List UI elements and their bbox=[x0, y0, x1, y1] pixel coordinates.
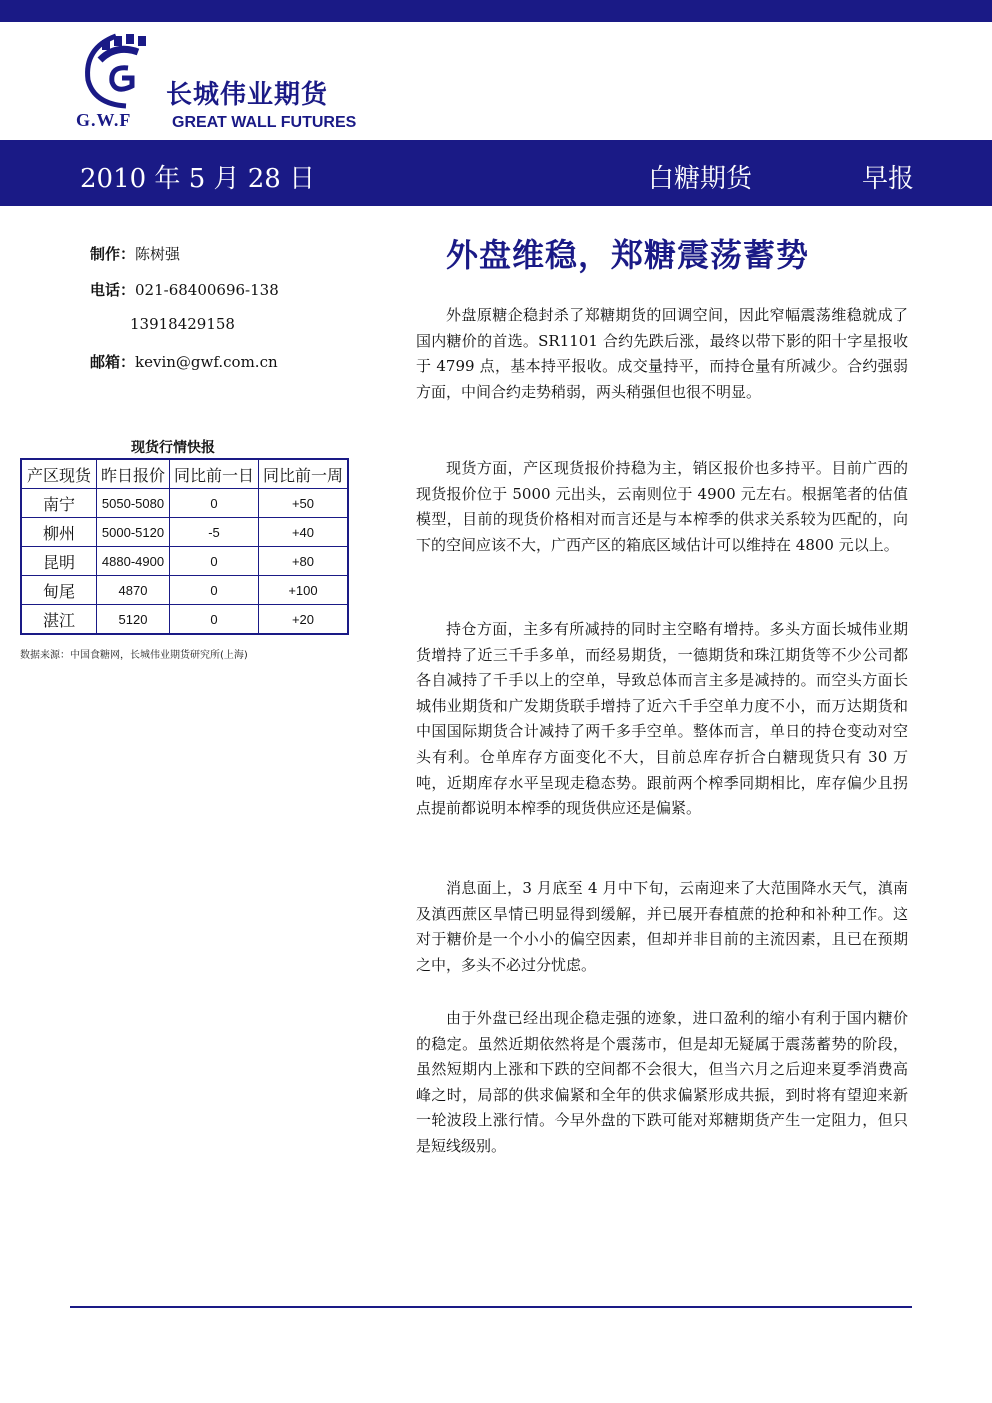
table-cell: 4880-4900 bbox=[97, 547, 170, 576]
mobile-number: 13918429158 bbox=[130, 315, 235, 333]
article-paragraph: 外盘原糖企稳封杀了郑糖期货的回调空间，因此窄幅震荡维稳就成了国内糖价的首选。SR1101 合约先跌后涨，最终以带下影的阳十字星报收于 4799 点，基本持平报收。成交量持平，而持仓量有所减少。合约强弱方面，中间合约走势稍弱，两头稍强但也很不明显。 bbox=[416, 306, 908, 401]
article-paragraph: 由于外盘已经出现企稳走强的迹象，进口盈利的缩小有利于国内糖价的稳定。虽然近期依然将是个震荡市，但是却无疑属于震荡蓄势的阶段，虽然短期内上涨和下跌的空间都不会很大，但当六月之后迎来夏季消费高峰之时，局部的供求偏紧和全年的供求偏紧形成共振，到时将有望迎来新一轮波段上涨行情。今早外盘的下跌可能对郑糖期货产生一定阻力，但只是短线级别。 bbox=[416, 1009, 908, 1155]
article-title: 外盘维稳，郑糖震荡蓄势 bbox=[446, 236, 810, 274]
table-header-row bbox=[21, 459, 348, 489]
report-category: 白糖期货 bbox=[648, 164, 753, 194]
table-cell: 甸尾 bbox=[21, 576, 97, 605]
table-row bbox=[21, 489, 348, 518]
table-cell: 南宁 bbox=[21, 489, 97, 518]
company-logo bbox=[76, 30, 376, 140]
brand-name-cn: 长城伟业期货 bbox=[166, 80, 329, 110]
article-paragraph: 现货方面，产区现货报价持稳为主，销区报价也多持平。目前广西的现货报价位于 5000 元出头，云南则位于 4900 元左右。根据笔者的估值模型，目前的现货价格相对而言还是与本榨季的供求关系较为匹配的，向下的空间应该不大，广西产区的箱底区域估计可以维持在 4800 元以上。 bbox=[416, 459, 908, 554]
table-header-cell: 产区现货 bbox=[21, 459, 97, 489]
table-cell: 5000-5120 bbox=[97, 518, 170, 547]
spot-table-title: 现货行情快报 bbox=[131, 440, 215, 456]
footer-divider bbox=[70, 1306, 912, 1308]
table-cell: 0 bbox=[170, 576, 259, 605]
article-paragraph: 持仓方面，主多有所减持的同时主空略有增持。多头方面长城伟业期货增持了近三千手多单，而经易期货，一德期货和珠江期货等不少公司都各自减持了千手以上的空单，导致总体而言主多是减持的。而空头方面长城伟业期货和广发期货联手增持了近六千手空单力度不小，而万达期货和中国国际期货合计减持了两千多手空单。整体而言，单日的持仓变动对空头有利。仓单库存方面变化不大，目前总库存折合白糖现货只有 30 万吨，近期库存水平呈现走稳态势。跟前两个榨季同期相比，库存偏少且拐点提前都说明本榨季的现货供应还是偏紧。 bbox=[416, 620, 908, 818]
email-address[interactable]: kevin@gwf.com.cn bbox=[135, 353, 278, 371]
table-row bbox=[21, 605, 348, 635]
table-row bbox=[21, 547, 348, 576]
table-cell: 柳州 bbox=[21, 518, 97, 547]
table-header-cell: 同比前一日 bbox=[170, 459, 259, 489]
author-name: 陈树强 bbox=[135, 245, 181, 263]
table-cell: +40 bbox=[259, 518, 349, 547]
report-date: 2010 年 5 月 28 日 bbox=[80, 164, 316, 194]
table-row bbox=[21, 576, 348, 605]
table-header-cell: 昨日报价 bbox=[97, 459, 170, 489]
table-cell: 5120 bbox=[97, 605, 170, 635]
brand-abbrev: G.W.F bbox=[76, 110, 132, 130]
author-label: 制作： bbox=[90, 245, 136, 263]
article-paragraph: 消息面上，3 月底至 4 月中下旬，云南迎来了大范围降水天气，滇南及滇西蔗区旱情已明显得到缓解，并已展开春植蔗的抢种和补种工作。这对于糖价是一个小小的偏空因素，但却并非目前的主流因素，且已在预期之中，多头不必过分忧虑。 bbox=[416, 879, 908, 974]
table-cell: +80 bbox=[259, 547, 349, 576]
table-cell: 0 bbox=[170, 547, 259, 576]
phone-number: 021-68400696-138 bbox=[135, 281, 279, 299]
report-type: 早报 bbox=[862, 164, 915, 194]
table-cell: +20 bbox=[259, 605, 349, 635]
author-line bbox=[90, 243, 180, 264]
table-cell: 0 bbox=[170, 489, 259, 518]
email-label: 邮箱： bbox=[90, 353, 136, 371]
report-header-band bbox=[0, 140, 992, 206]
table-cell: +50 bbox=[259, 489, 349, 518]
table-cell: 4870 bbox=[97, 576, 170, 605]
great-wall-logo-icon bbox=[76, 30, 156, 112]
phone-line bbox=[90, 279, 279, 300]
top-color-bar bbox=[0, 0, 992, 22]
table-cell: -5 bbox=[170, 518, 259, 547]
table-cell: 5050-5080 bbox=[97, 489, 170, 518]
data-source-note: 数据来源：中国食糖网，长城伟业期货研究所(上海) bbox=[20, 650, 248, 661]
email-line bbox=[90, 351, 278, 372]
table-cell: 0 bbox=[170, 605, 259, 635]
table-cell: 湛江 bbox=[21, 605, 97, 635]
table-row bbox=[21, 518, 348, 547]
table-cell: 昆明 bbox=[21, 547, 97, 576]
spot-price-table bbox=[20, 458, 349, 635]
phone-label: 电话： bbox=[90, 281, 136, 299]
table-header-cell: 同比前一周 bbox=[259, 459, 349, 489]
brand-name-en: GREAT WALL FUTURES bbox=[172, 114, 357, 131]
table-cell: +100 bbox=[259, 576, 349, 605]
